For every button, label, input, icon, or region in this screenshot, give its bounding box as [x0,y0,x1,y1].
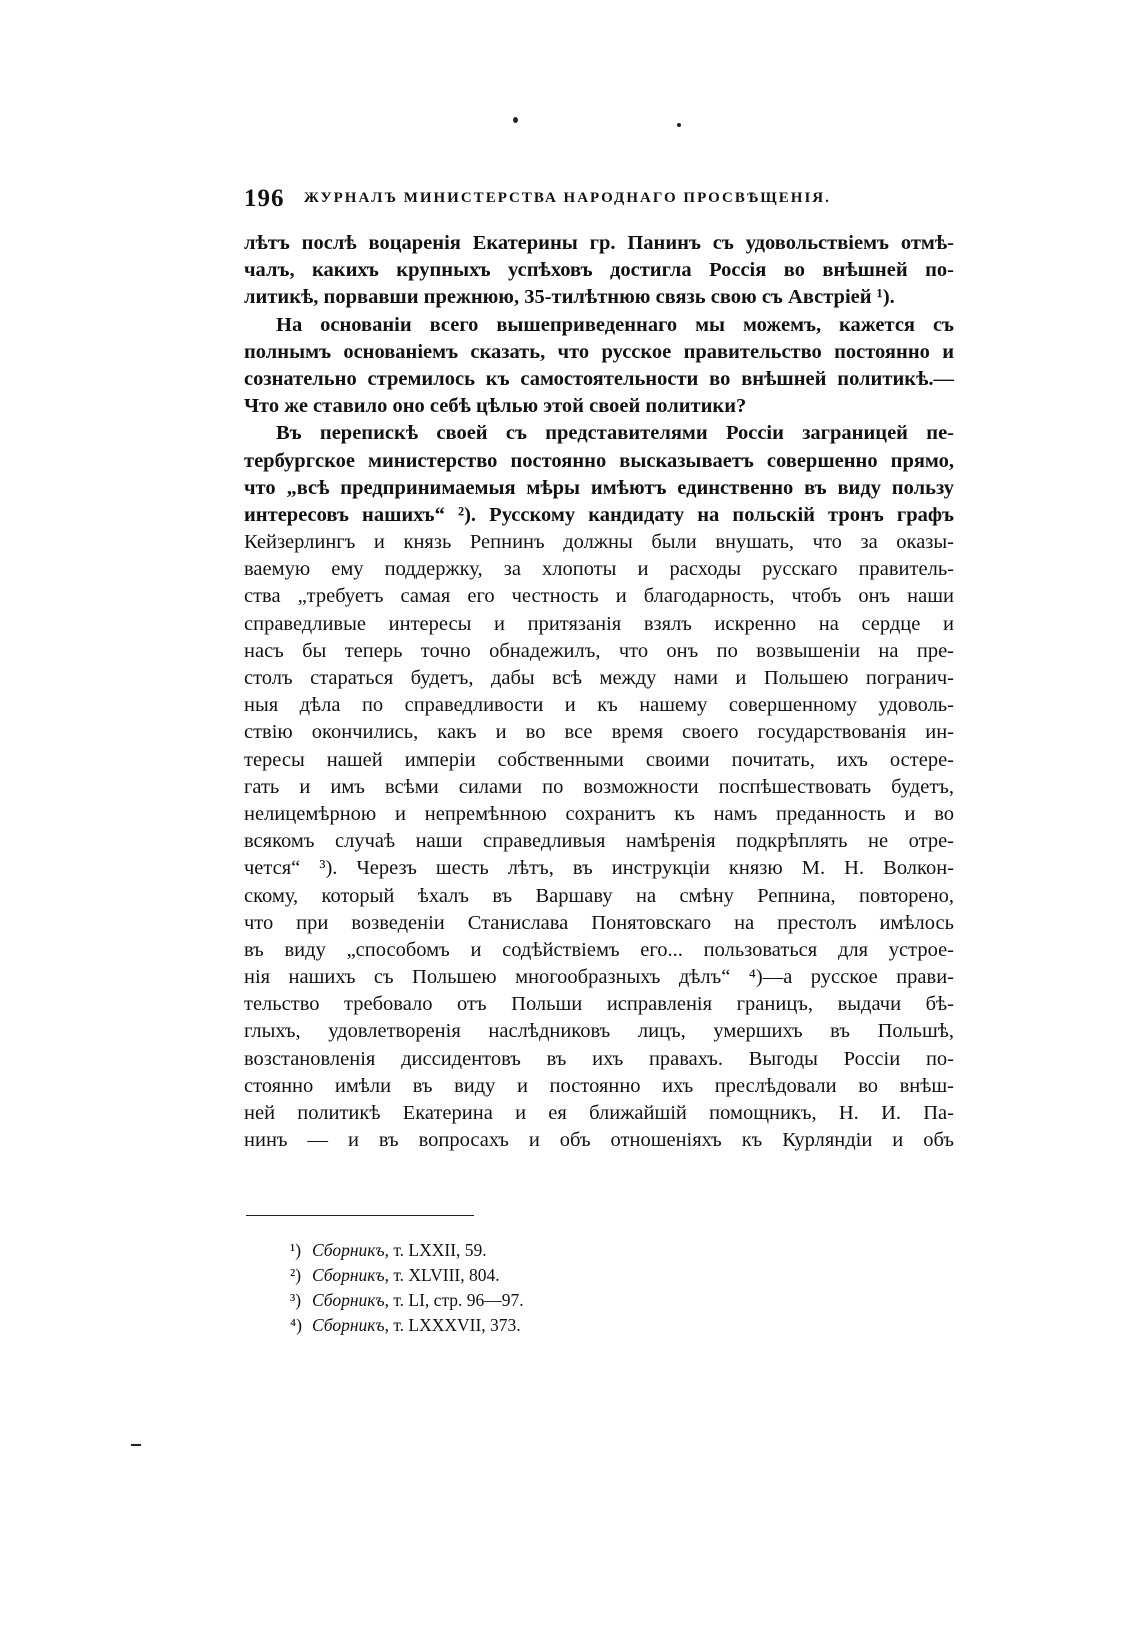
footnote-ref: , т. LXXII, 59. [384,1240,487,1260]
text-line: интересовъ нашихъ“ ²). Русскому кандидату на польскій тронъ графъ [244,503,954,526]
text-line: ства „требуетъ самая его честность и благодарность, чтобъ онъ наши [244,585,954,608]
text-line: столъ стараться будетъ, дабы всѣ между нами и Польшею погранич- [244,667,954,689]
footnote-ref: , т. LXXXVII, 373. [384,1315,521,1335]
text-line: насъ бы теперь точно обнадежилъ, что онъ по возвышеніи на пре- [244,639,954,662]
footnote-divider [246,1215,474,1216]
text-line: чалъ, какихъ крупныхъ успѣховъ достигла Россія во внѣшней по- [244,259,954,282]
text-line: тересы нашей имперіи собственными своими почитать, ихъ остере- [244,748,954,771]
body-text [244,230,954,1154]
text-line: тельство требовало отъ Польши исправленія границъ, выдачи бѣ- [244,993,954,1016]
footnote-marker: ²) [290,1265,302,1285]
text-line: нелицемѣрною и непремѣнною сохранитъ къ намъ преданность и во [244,802,954,825]
text-line: На основаніи всего вышеприведеннаго мы можемъ, кажется съ [276,313,954,336]
text-line: что при возведеніи Станислава Понятовскаго на престолъ имѣлось [244,911,954,934]
text-line: стоянно имѣли въ виду и постоянно ихъ преслѣдовали во внѣш- [244,1074,954,1097]
text-line: сознательно стремилось къ самостоятельности во внѣшней политикѣ.— [244,367,954,390]
text-line: полнымъ основаніемъ сказать, что русское правительство постоянно и [244,340,954,363]
text-line: ныя дѣла по справедливости и къ нашему совершенному удоволь- [244,694,954,717]
footnote [290,1238,690,1263]
footnote-source: Сборникъ [312,1290,385,1310]
footnote-marker: ⁴) [290,1315,302,1335]
journal-title: ЖУРНАЛЪ МИНИСТЕРСТВА НАРОДНАГО ПРОСВѢЩЕНІЯ. [304,190,831,206]
footnote [290,1313,690,1338]
print-speck [131,1444,141,1446]
text-line: Въ перепискѣ своей съ представителями Россіи заграницей пе- [276,422,954,445]
footnote-source: Сборникъ [312,1240,385,1260]
page-number: 196 [244,185,285,212]
footnote-marker: ¹) [290,1240,302,1260]
text-line: скому, который ѣхалъ въ Варшаву на смѣну Репнина, повторено, [244,884,954,907]
text-line: въ виду „способомъ и содѣйствіемъ его... пользоваться для устрое- [244,938,954,961]
text-line: нинъ — и въ вопросахъ и объ отношеніяхъ къ Курляндіи и объ [244,1129,954,1152]
text-line: Кейзерлингъ и князь Репнинъ должны были внушать, что за оказы- [244,531,954,554]
text-line: лѣтъ послѣ воцаренія Екатерины гр. Панинъ съ удовольствіемъ отмѣ- [244,232,954,254]
footnote [290,1288,690,1313]
footnote-marker: ³) [290,1290,302,1310]
text-line: что „всѣ предпринимаемыя мѣры имѣютъ единственно въ виду пользу [244,476,954,499]
print-speck [677,123,681,127]
footnote [290,1263,690,1288]
text-line: Что же ставило оно себѣ цѣлью этой своей политики? [244,395,747,418]
text-line: ваемую ему поддержку, за хлопоты и расходы русскаго правитель- [244,558,954,581]
text-line: глыхъ, удовлетворенія наслѣдниковъ лицъ, умершихъ въ Польшѣ, [244,1020,954,1043]
text-line: ствію окончились, какъ и во все время своего государствованія ин- [244,721,954,744]
running-head [244,185,964,215]
text-line: справедливые интересы и притязанія взялъ искренно на сердце и [244,612,954,635]
text-line: возстановленія диссидентовъ въ ихъ правахъ. Выгоды Россіи по- [244,1047,954,1070]
text-line: тербургское министерство постоянно высказываетъ совершенно прямо, [244,449,954,472]
text-line: гать и имъ всѣми силами по возможности поспѣшествовать будетъ, [244,775,954,798]
text-line: нія нашихъ съ Польшею многообразныхъ дѣлъ“ ⁴)—а русское прави- [244,966,954,989]
text-line: литикѣ, порвавши прежнюю, 35-тилѣтнюю связь свою съ Австріей ¹). [244,286,895,309]
footnote-source: Сборникъ [312,1265,385,1285]
text-line: чется“ ³). Черезъ шесть лѣтъ, въ инструкціи князю М. Н. Волкон- [244,857,954,880]
footnote-ref: , т. LI, стр. 96—97. [384,1290,524,1310]
footnote-source: Сборникъ [312,1315,385,1335]
text-line: всякомъ случаѣ наши справедливыя намѣренія подкрѣплять не отре- [244,830,954,853]
text-line: ней политикѣ Екатерина и ея ближайшій помощникъ, Н. И. Па- [244,1102,954,1124]
footnotes [290,1238,690,1338]
print-speck [513,117,518,123]
footnote-ref: , т. XLVIII, 804. [384,1265,500,1285]
